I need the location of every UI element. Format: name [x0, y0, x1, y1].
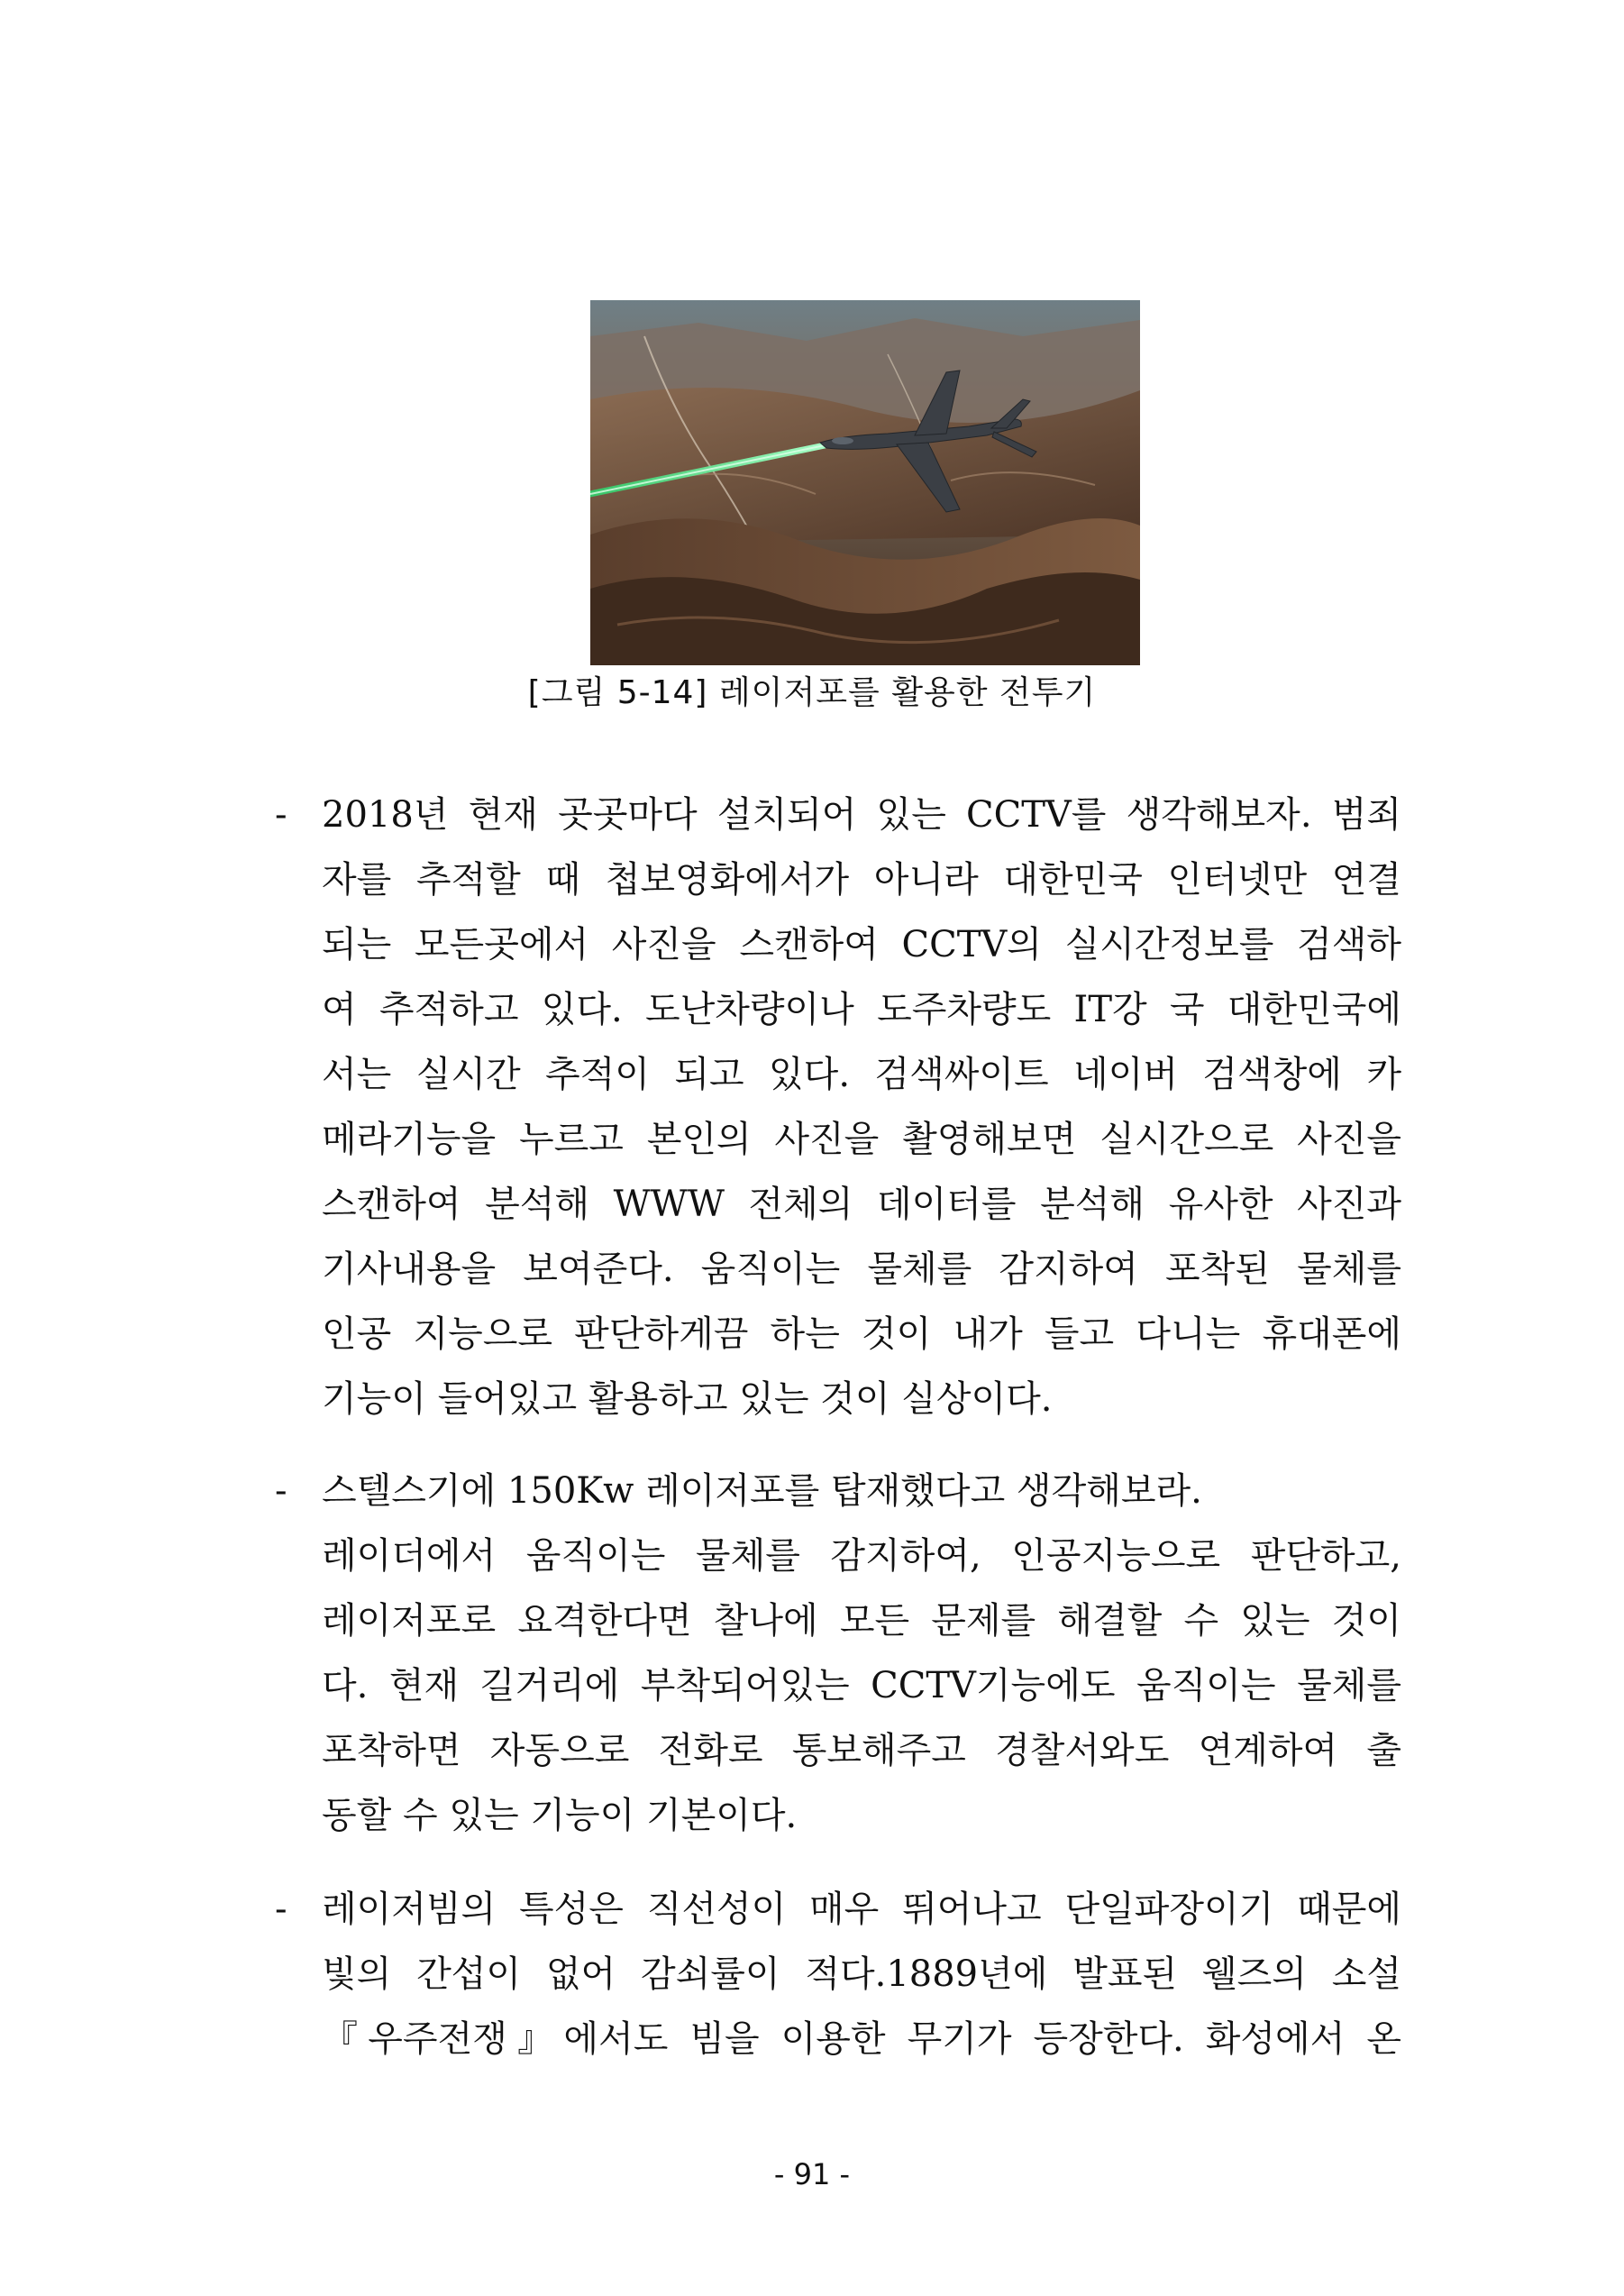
paragraph-cctv	[275, 782, 1401, 1432]
paragraph-laser-beam	[275, 1877, 1401, 2072]
paragraph-line: 포착하면 자동으로 전화로 통보해주고 경찰서와도 연계하여 출	[322, 1730, 1401, 1771]
figure-caption: [그림 5-14] 레이저포를 활용한 전투기	[527, 674, 1097, 711]
bullet-dash: -	[275, 794, 287, 836]
paragraph-line: 빛의 간섭이 없어 감쇠률이 적다.1889년에 발표된 웰즈의 소설	[322, 1953, 1401, 1995]
paragraph-line: 기능이 들어있고 활용하고 있는 것이 실상이다.	[322, 1378, 1053, 1420]
fighter-jet-laser-icon	[590, 300, 1140, 665]
paragraph-stealth	[275, 1459, 1401, 1848]
paragraph-line: 『우주전쟁』에서도 빔을 이용한 무기가 등장한다. 화성에서 온	[322, 2018, 1401, 2060]
paragraph-line: 서는 실시간 추적이 되고 있다. 검색싸이트 네이버 검색창에 카	[322, 1054, 1401, 1095]
paragraph-line: 자를 추적할 때 첩보영화에서가 아니라 대한민국 인터넷만 연결	[322, 859, 1401, 901]
paragraph-line: 레이저포로 요격한다면 찰나에 모든 문제를 해결할 수 있는 것이	[322, 1600, 1401, 1642]
paragraph-line: 동할 수 있는 기능이 기본이다.	[322, 1795, 798, 1836]
paragraph-line: 인공 지능으로 판단하게끔 하는 것이 내가 들고 다니는 휴대폰에	[322, 1313, 1401, 1355]
paragraph-line: 레이저빔의 특성은 직선성이 매우 뛰어나고 단일파장이기 때문에	[322, 1889, 1401, 1930]
paragraph-line: 스텔스기에 150Kw 레이저포를 탑재했다고 생각해보라.	[322, 1470, 1202, 1512]
figure-image	[590, 300, 1140, 665]
page-number: - 91 -	[773, 2157, 851, 2191]
paragraph-line: 2018년 현재 곳곳마다 설치되어 있는 CCTV를 생각해보자. 범죄	[322, 794, 1401, 836]
paragraph-line: 다. 현재 길거리에 부착되어있는 CCTV기능에도 움직이는 물체를	[322, 1665, 1401, 1706]
bullet-dash: -	[275, 1889, 287, 1930]
paragraph-line: 여 추적하고 있다. 도난차량이나 도주차량도 IT강 국 대한민국에	[322, 989, 1401, 1030]
paragraph-line: 되는 모든곳에서 사진을 스캔하여 CCTV의 실시간정보를 검색하	[322, 924, 1401, 965]
paragraph-line: 스캔하여 분석해 WWW 전체의 데이터를 분석해 유사한 사진과	[322, 1184, 1401, 1225]
paragraph-line: 기사내용을 보여준다. 움직이는 물체를 감지하여 포착된 물체를	[322, 1249, 1401, 1290]
paragraph-line: 메라기능을 누르고 본인의 사진을 촬영해보면 실시간으로 사진을	[322, 1119, 1401, 1160]
bullet-dash: -	[275, 1470, 287, 1512]
paragraph-line: 레이더에서 움직이는 물체를 감지하여, 인공지능으로 판단하고,	[322, 1535, 1401, 1577]
